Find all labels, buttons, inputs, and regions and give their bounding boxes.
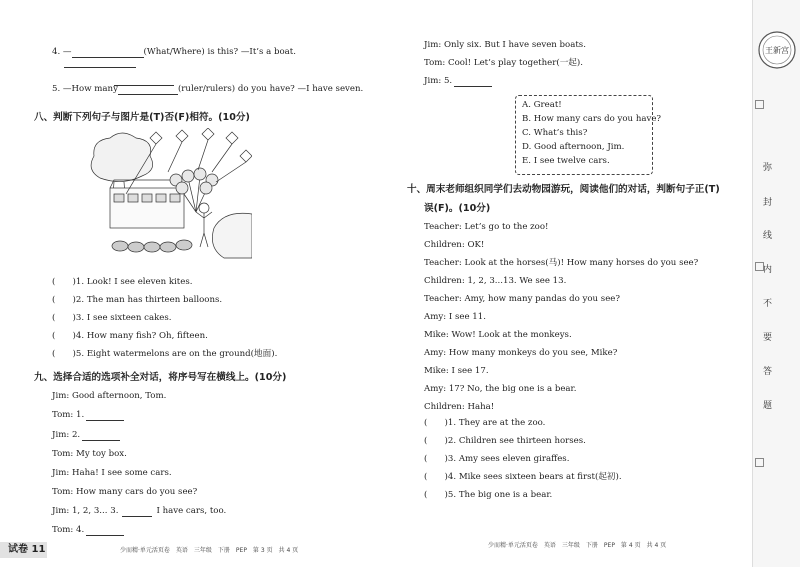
judge8-4: ( )4. How many fish? Oh, fifteen. (52, 331, 208, 341)
dialog9-line-3-text: Jim: 2. (52, 430, 81, 440)
dialog9-line-2-text: Tom: 1. (52, 410, 85, 420)
section-10-title-1: 十、周末老师组织同学们去动物园游玩，阅读他们的对话，判断句子正(T) (407, 184, 720, 195)
margin-mark-1 (755, 100, 764, 109)
right-footer: 少而精·单元活页卷 英语 三年级 下册 PEP 第 4 页 共 4 页 (488, 542, 667, 549)
dialog10-line-8: Amy: How many monkeys do you see, Mike? (424, 348, 618, 358)
section-9-title: 九、选择合适的选项补全对话，将序号写在横线上。(10分) (34, 372, 287, 383)
margin-char-2: 封 (763, 198, 773, 208)
judge10-2: ( )2. Children see thirteen horses. (424, 436, 586, 446)
dialog10-line-3: Teacher: Look at the horses(马)! How many horses do you see? (424, 258, 699, 268)
margin-char-8: 题 (763, 401, 773, 411)
logo-text: 王新宫 (765, 46, 789, 55)
q5-prefix: 5. —How many (52, 84, 118, 94)
judge8-5: ( )5. Eight watermelons are on the ground(地面). (52, 349, 278, 359)
margin-mark-3 (755, 458, 764, 467)
dialog10-line-6: Amy: I see 11. (424, 312, 486, 322)
judge10-3: ( )3. Amy sees eleven giraffes. (424, 454, 570, 464)
dialog10-line-1: Teacher: Let’s go to the zoo! (424, 222, 549, 232)
dialog9-line-4: Tom: My toy box. (52, 449, 127, 459)
dialog9-cont-1: Jim: Only six. But I have seven boats. (424, 40, 586, 50)
dialog9-cont-3-text: Jim: 5. (424, 76, 453, 86)
dialog10-line-7: Mike: Wow! Look at the monkeys. (424, 330, 572, 340)
judge8-3: ( )3. I see sixteen cakes. (52, 313, 172, 323)
option-e: E. I see twelve cars. (522, 156, 610, 166)
margin-char-3: 线 (763, 231, 773, 241)
options-box (515, 95, 662, 175)
judge10-4: ( )4. Mike sees sixteen bears at first(起初). (424, 472, 622, 482)
dialog10-line-4: Children: 1, 2, 3...13. We see 13. (424, 276, 567, 286)
dialog10-line-5: Teacher: Amy, how many pandas do you see? (424, 294, 620, 304)
binding-margin (752, 0, 800, 567)
option-a: A. Great! (522, 100, 562, 110)
judge10-1: ( )1. They are at the zoo. (424, 418, 546, 428)
dialog10-line-9: Mike: I see 17. (424, 366, 489, 376)
option-d: D. Good afternoon, Jim. (522, 142, 625, 152)
margin-char-4: 内 (763, 265, 773, 275)
judge8-2: ( )2. The man has thirteen balloons. (52, 295, 223, 305)
dialog10-line-11: Children: Haha! (424, 402, 495, 412)
option-b: B. How many cars do you have? (522, 114, 662, 124)
dialog9-line-7-a: Jim: 1, 2, 3... 3. (52, 506, 119, 516)
section-8-title: 八、判断下列句子与图片是(T)否(F)相符。(10分) (34, 112, 250, 123)
judge10-5: ( )5. The big one is a bear. (424, 490, 553, 500)
dialog9-blank-5[interactable] (454, 77, 492, 87)
dialog9-cont-2: Tom: Cool! Let’s play together(一起). (424, 58, 583, 68)
margin-char-5: 不 (763, 299, 773, 309)
logo-seal (757, 30, 797, 70)
dialog9-line-5: Jim: Haha! I see some cars. (52, 468, 172, 478)
dialog9-line-1: Jim: Good afternoon, Tom. (52, 391, 167, 401)
left-footer: 少而精·单元活页卷 英语 三年级 下册 PEP 第 3 页 共 4 页 (120, 547, 299, 554)
q5-text: (ruler/rulers) do you have? —I have seven. (177, 84, 364, 94)
paper-number-tag: 试卷 11 (0, 542, 47, 558)
dialog10-line-2: Children: OK! (424, 240, 485, 250)
dialog9-line-8-text: Tom: 4. (52, 525, 85, 535)
q4-prefix: 4. — (52, 47, 72, 57)
dialog9-cont-3 (424, 76, 492, 87)
margin-char-7: 答 (763, 367, 773, 377)
dialog10-line-10: Amy: 17? No, the big one is a bear. (424, 384, 577, 394)
dialog9-line-6: Tom: How many cars do you see? (52, 487, 198, 497)
dialog9-line-7-b: I have cars, too. (156, 506, 227, 516)
margin-char-6: 要 (763, 333, 773, 343)
q4-text: (What/Where) is this? —It’s a boat. (143, 47, 296, 57)
margin-char-1: 弥 (763, 163, 773, 173)
judge8-1: ( )1. Look! I see eleven kites. (52, 277, 193, 287)
option-c: C. What’s this? (522, 128, 588, 138)
section-10-title-2: 误(F)。(10分) (424, 203, 491, 214)
